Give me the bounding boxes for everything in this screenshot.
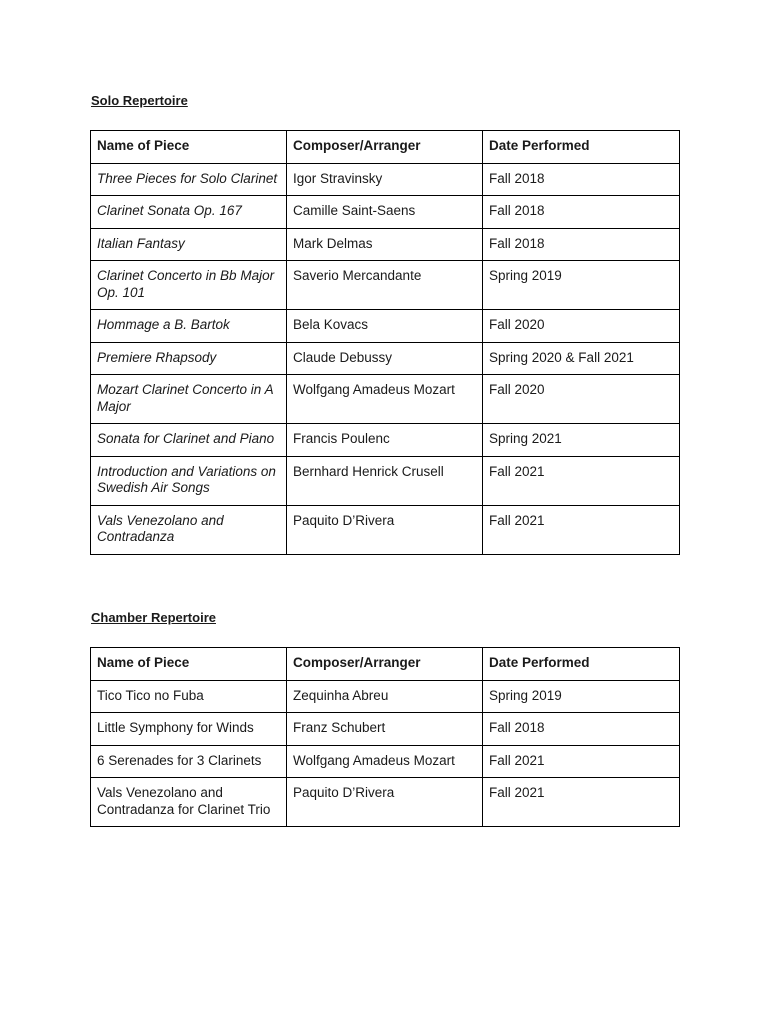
table-row [91, 342, 680, 375]
table-row [91, 680, 680, 713]
date-performed-cell: Fall 2018 [483, 196, 680, 229]
piece-name-cell: Clarinet Sonata Op. 167 [91, 196, 287, 229]
column-header-date: Date Performed [483, 131, 680, 164]
date-performed-cell: Fall 2020 [483, 375, 680, 424]
date-performed-cell: Fall 2021 [483, 778, 680, 827]
column-header-date: Date Performed [483, 648, 680, 681]
composer-cell: Mark Delmas [287, 228, 483, 261]
chamber-repertoire-table [90, 647, 680, 827]
table-row [91, 778, 680, 827]
composer-cell: Wolfgang Amadeus Mozart [287, 745, 483, 778]
table-row [91, 163, 680, 196]
composer-cell: Bernhard Henrick Crusell [287, 456, 483, 505]
chamber-repertoire-heading: Chamber Repertoire [91, 610, 216, 625]
piece-name-cell: Sonata for Clarinet and Piano [91, 424, 287, 457]
date-performed-cell: Fall 2021 [483, 745, 680, 778]
composer-cell: Zequinha Abreu [287, 680, 483, 713]
composer-cell: Francis Poulenc [287, 424, 483, 457]
table-row [91, 196, 680, 229]
piece-name-cell: Clarinet Concerto in Bb Major Op. 101 [91, 261, 287, 310]
column-header-piece: Name of Piece [91, 131, 287, 164]
composer-cell: Igor Stravinsky [287, 163, 483, 196]
solo-repertoire-heading: Solo Repertoire [91, 93, 188, 108]
piece-name-cell: Vals Venezolano and Contradanza [91, 505, 287, 554]
table-header-row [91, 131, 680, 164]
composer-cell: Camille Saint-Saens [287, 196, 483, 229]
piece-name-cell: Vals Venezolano and Contradanza for Clarinet Trio [91, 778, 287, 827]
piece-name-cell: Italian Fantasy [91, 228, 287, 261]
column-header-composer: Composer/Arranger [287, 131, 483, 164]
piece-name-cell: Three Pieces for Solo Clarinet [91, 163, 287, 196]
composer-cell: Paquito D’Rivera [287, 505, 483, 554]
composer-cell: Franz Schubert [287, 713, 483, 746]
piece-name-cell: 6 Serenades for 3 Clarinets [91, 745, 287, 778]
date-performed-cell: Fall 2018 [483, 228, 680, 261]
date-performed-cell: Spring 2021 [483, 424, 680, 457]
composer-cell: Bela Kovacs [287, 310, 483, 343]
chamber-table-body [91, 680, 680, 827]
table-row [91, 424, 680, 457]
composer-cell: Paquito D’Rivera [287, 778, 483, 827]
date-performed-cell: Spring 2020 & Fall 2021 [483, 342, 680, 375]
table-row [91, 456, 680, 505]
composer-cell: Wolfgang Amadeus Mozart [287, 375, 483, 424]
composer-cell: Claude Debussy [287, 342, 483, 375]
piece-name-cell: Premiere Rhapsody [91, 342, 287, 375]
date-performed-cell: Spring 2019 [483, 680, 680, 713]
piece-name-cell: Tico Tico no Fuba [91, 680, 287, 713]
date-performed-cell: Fall 2020 [483, 310, 680, 343]
table-row [91, 745, 680, 778]
piece-name-cell: Introduction and Variations on Swedish Air Songs [91, 456, 287, 505]
composer-cell: Saverio Mercandante [287, 261, 483, 310]
date-performed-cell: Fall 2018 [483, 713, 680, 746]
date-performed-cell: Spring 2019 [483, 261, 680, 310]
piece-name-cell: Mozart Clarinet Concerto in A Major [91, 375, 287, 424]
piece-name-cell: Hommage a B. Bartok [91, 310, 287, 343]
solo-table-body [91, 163, 680, 554]
date-performed-cell: Fall 2021 [483, 456, 680, 505]
table-header-row [91, 648, 680, 681]
date-performed-cell: Fall 2021 [483, 505, 680, 554]
table-row [91, 261, 680, 310]
table-row [91, 310, 680, 343]
table-row [91, 228, 680, 261]
table-row [91, 375, 680, 424]
piece-name-cell: Little Symphony for Winds [91, 713, 287, 746]
column-header-composer: Composer/Arranger [287, 648, 483, 681]
table-row [91, 505, 680, 554]
solo-repertoire-table [90, 130, 680, 555]
column-header-piece: Name of Piece [91, 648, 287, 681]
table-row [91, 713, 680, 746]
date-performed-cell: Fall 2018 [483, 163, 680, 196]
